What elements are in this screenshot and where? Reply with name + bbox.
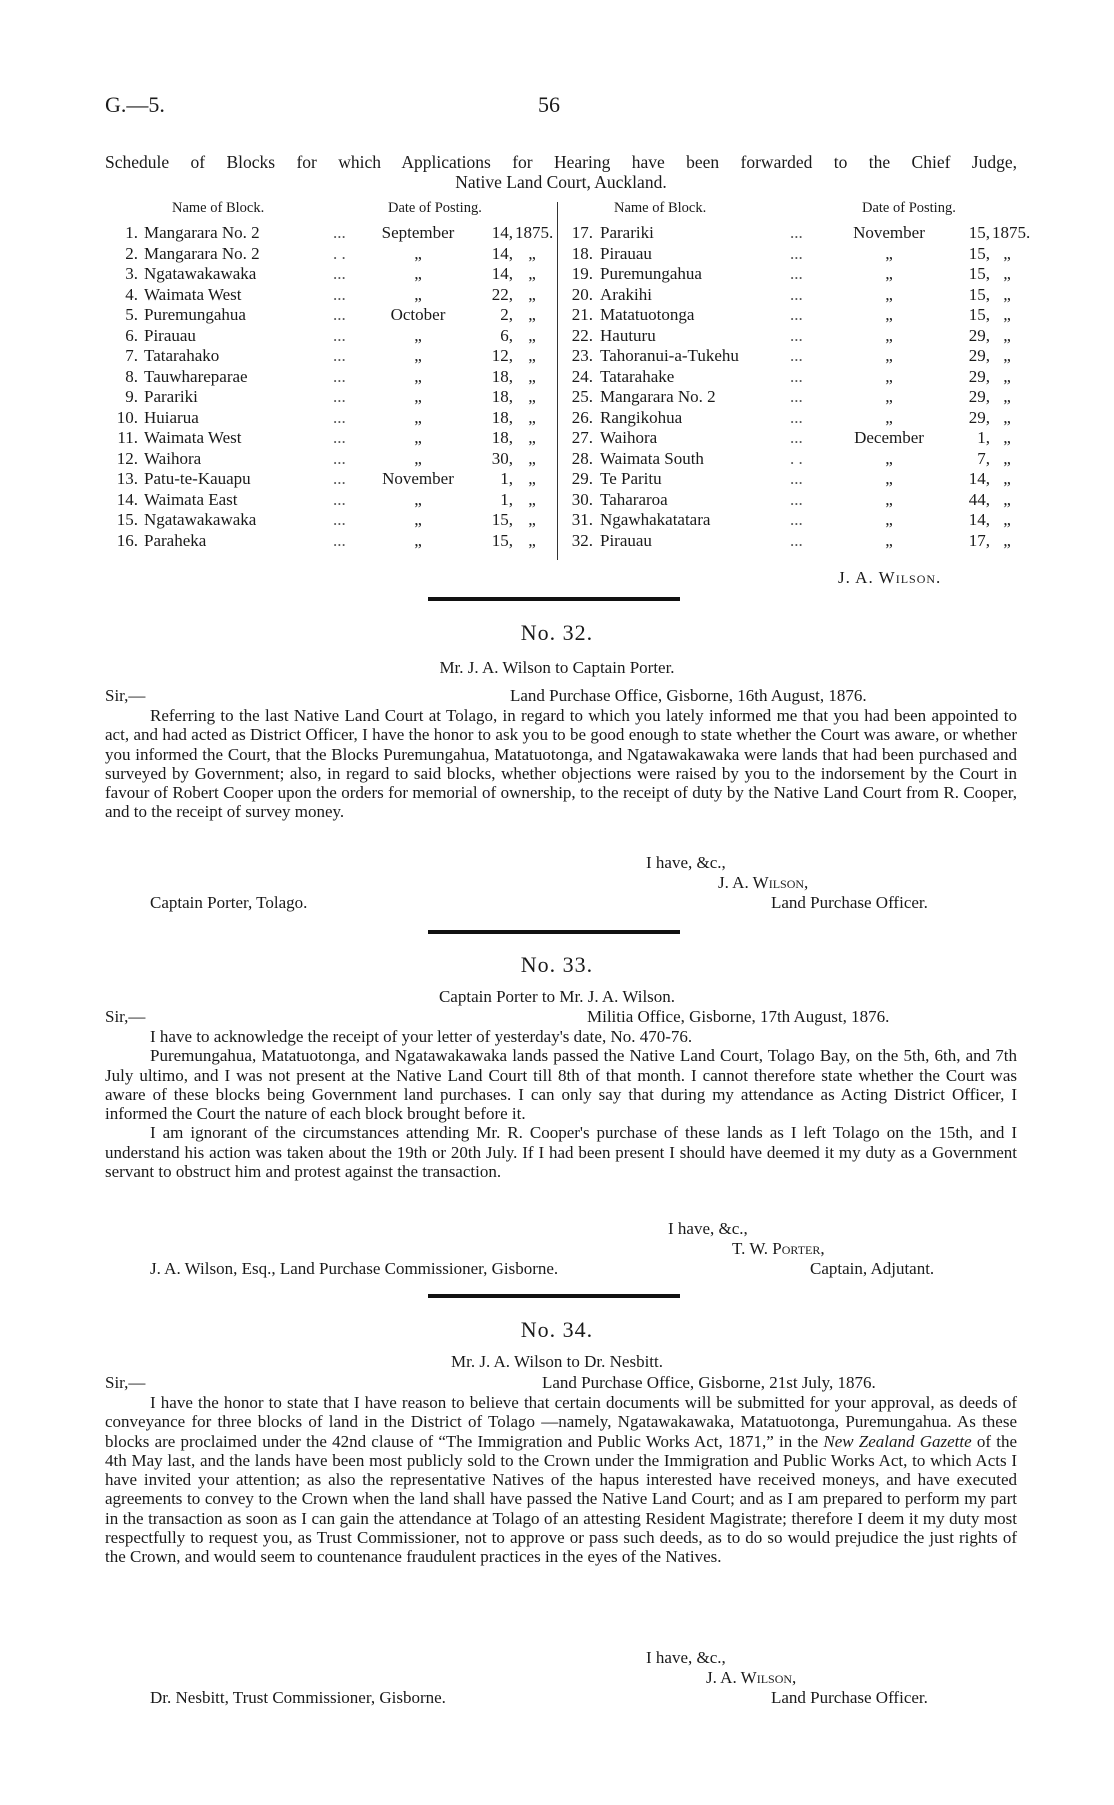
- posting-day: 18,: [491, 428, 513, 447]
- posting-day: 14,: [491, 223, 513, 242]
- leader-dots: ...: [333, 366, 346, 386]
- posting-year: „: [1003, 387, 1011, 406]
- block-number: 14.: [116, 489, 138, 509]
- posting-month: „: [414, 325, 422, 345]
- posting-day: 29,: [968, 407, 990, 427]
- block-number: 29.: [571, 469, 593, 488]
- letter34-paragraph: [105, 1393, 1017, 1567]
- block-number: 25.: [571, 387, 593, 406]
- leader-dots: ...: [790, 243, 803, 263]
- block-name: Pirauau: [144, 325, 196, 345]
- posting-month: „: [885, 407, 893, 427]
- leader-dots: ...: [333, 264, 346, 283]
- letter32-from-to: Mr. J. A. Wilson to Captain Porter.: [439, 658, 675, 677]
- block-number: 22.: [571, 325, 593, 345]
- posting-month: „: [414, 510, 422, 529]
- posting-day: 14,: [491, 264, 513, 283]
- posting-day: 6,: [500, 325, 513, 345]
- block-number: 31.: [571, 510, 593, 529]
- block-name: Waihora: [144, 448, 202, 468]
- block-name: Rangikohua: [600, 407, 683, 427]
- letter34-gazette-title: New Zealand Gazette: [823, 1431, 972, 1451]
- posting-day: 2,: [500, 305, 513, 324]
- letter32-body: [105, 706, 1017, 822]
- block-number: 8.: [125, 366, 138, 386]
- letter34-from-to: Mr. J. A. Wilson to Dr. Nesbitt.: [451, 1352, 663, 1371]
- leader-dots: ...: [333, 346, 346, 365]
- block-name: Waimata East: [144, 489, 238, 509]
- posting-year: „: [528, 264, 536, 283]
- block-number: 32.: [571, 530, 593, 550]
- block-name: Parariki: [144, 387, 198, 406]
- letter34-signer: J. A. Wilson,: [706, 1668, 797, 1687]
- posting-month: „: [414, 387, 422, 406]
- block-number: 30.: [571, 489, 593, 509]
- letter34-addressee: Dr. Nesbitt, Trust Commissioner, Gisborne.: [150, 1688, 446, 1707]
- posting-month: „: [414, 489, 422, 509]
- letter33-closing: I have, &c.,: [668, 1219, 748, 1238]
- block-name: Pirauau: [600, 530, 652, 550]
- leader-dots: ...: [790, 264, 803, 283]
- posting-day: 30,: [491, 448, 513, 468]
- block-name: Parariki: [600, 223, 654, 242]
- block-name: Ngatawakawaka: [144, 510, 257, 529]
- posting-month: December: [854, 428, 924, 447]
- block-number: 3.: [125, 264, 138, 283]
- letter33-salutation: Sir,—: [105, 1007, 146, 1026]
- posting-month: „: [414, 428, 422, 447]
- posting-year: „: [1003, 510, 1011, 529]
- block-number: 4.: [125, 284, 138, 304]
- block-number: 7.: [125, 346, 138, 365]
- schedule-divider: [557, 202, 558, 560]
- letter32-salutation: Sir,—: [105, 686, 146, 705]
- posting-month: „: [414, 264, 422, 283]
- posting-day: 1,: [500, 469, 513, 488]
- posting-month: „: [885, 305, 893, 324]
- posting-year: „: [1003, 325, 1011, 345]
- block-number: 18.: [571, 243, 593, 263]
- block-name: Te Paritu: [600, 469, 662, 488]
- leader-dots: ...: [333, 387, 346, 406]
- posting-year: „: [1003, 243, 1011, 263]
- posting-month: „: [885, 284, 893, 304]
- block-number: 9.: [125, 387, 138, 406]
- letter34-body: [105, 1393, 1017, 1567]
- posting-day: 15,: [491, 530, 513, 550]
- letter33-addressee: J. A. Wilson, Esq., Land Purchase Commissioner, Gisborne.: [150, 1259, 559, 1278]
- posting-day: 14,: [491, 243, 513, 263]
- page-number: 56: [538, 92, 560, 117]
- leader-dots: ...: [333, 305, 346, 324]
- letter34-signer-title: Land Purchase Officer.: [771, 1688, 928, 1707]
- posting-day: 1,: [500, 489, 513, 509]
- letter34-text-a: I have the honor to state that I have reason to believe that certain documents will be submitted for your approval, as deeds of conveyance for three blocks of land in the District of Tolago —namely, Ngatawakawaka, Matatuotonga, Puremungahua. As these blocks are proclaimed under the 42nd clause of “The Immigration and Public Works Act, 1871,” in the: [105, 1393, 1017, 1451]
- posting-year: „: [528, 469, 536, 488]
- posting-day: 18,: [491, 366, 513, 386]
- leader-dots: ...: [790, 284, 803, 304]
- posting-day: 14,: [968, 469, 990, 488]
- posting-month: „: [885, 325, 893, 345]
- posting-month: „: [885, 489, 893, 509]
- block-name: Waimata West: [144, 428, 242, 447]
- posting-month: „: [414, 448, 422, 468]
- leader-dots: ...: [333, 407, 346, 427]
- posting-year: „: [1003, 469, 1011, 488]
- letter32-number: No. 32.: [520, 620, 594, 645]
- col-name-right: Name of Block.: [614, 200, 707, 216]
- leader-dots: ...: [333, 223, 346, 242]
- leader-dots: ...: [790, 530, 803, 550]
- posting-month: „: [414, 407, 422, 427]
- posting-year: „: [1003, 264, 1011, 283]
- leader-dots: ...: [333, 510, 346, 529]
- block-name: Tauwhareparae: [144, 366, 248, 386]
- leader-dots: ...: [333, 530, 346, 550]
- posting-day: 14,: [968, 510, 990, 529]
- posting-day: 15,: [968, 305, 990, 324]
- posting-month: „: [885, 510, 893, 529]
- posting-day: 18,: [491, 407, 513, 427]
- posting-year: „: [528, 366, 536, 386]
- posting-day: 12,: [491, 346, 513, 365]
- block-number: 2.: [125, 243, 138, 263]
- leader-dots: ...: [790, 346, 803, 365]
- posting-month: „: [414, 284, 422, 304]
- posting-day: 18,: [491, 387, 513, 406]
- letter33-paragraph-2: Puremungahua, Matatuotonga, and Ngatawakawaka lands passed the Native Land Court, Tolago Bay, on the 5th, 6th, and 7th July ultimo, and I was not present at the Native Land Court till 8th of that month. I cannot therefore state whether the Court was aware of these blocks being Government land purchases. I can only say that during my attendance as Acting District Officer, I informed the Court the nature of each block brought before it.: [105, 1046, 1017, 1124]
- leader-dots: ...: [790, 407, 803, 427]
- block-number: 20.: [571, 284, 593, 304]
- posting-day: 15,: [968, 223, 990, 242]
- block-name: Waimata South: [600, 448, 704, 468]
- posting-month: November: [382, 469, 454, 488]
- separator-rule: [428, 1294, 680, 1298]
- block-name: Mangarara No. 2: [144, 223, 260, 242]
- block-number: 21.: [571, 305, 593, 324]
- posting-day: 15,: [968, 264, 990, 283]
- posting-day: 29,: [968, 346, 990, 365]
- posting-year: „: [1003, 305, 1011, 324]
- leader-dots: ...: [333, 469, 346, 488]
- posting-day: 15,: [491, 510, 513, 529]
- block-name: Matatuotonga: [600, 305, 695, 324]
- letter32-address: Land Purchase Office, Gisborne, 16th August, 1876.: [510, 686, 867, 705]
- block-name: Puremungahua: [600, 264, 702, 283]
- posting-month: „: [885, 243, 893, 263]
- posting-year: „: [1003, 428, 1011, 447]
- posting-year: „: [1003, 448, 1011, 468]
- posting-year: „: [528, 530, 536, 550]
- posting-month: „: [885, 469, 893, 488]
- block-name: Mangarara No. 2: [144, 243, 260, 263]
- posting-day: 15,: [968, 284, 990, 304]
- schedule-signature: J. A. Wilson.: [838, 568, 942, 587]
- posting-year: „: [528, 284, 536, 304]
- block-number: 12.: [116, 448, 138, 468]
- block-number: 17.: [571, 223, 593, 242]
- letter33-paragraph-3: I am ignorant of the circumstances attending Mr. R. Cooper's purchase of these lands as I left Tolago on the 15th, and I understand his action was taken about the 19th or 20th July. If I had been present I should have deemed it my duty as a Government servant to obstruct him and protest against the transaction.: [105, 1123, 1017, 1182]
- block-name: Huiarua: [144, 407, 199, 427]
- block-name: Patu-te-Kauapu: [144, 469, 251, 488]
- posting-month: „: [885, 448, 893, 468]
- posting-day: 15,: [968, 243, 990, 263]
- block-name: Ngatawakawaka: [144, 264, 257, 283]
- letter32-closing: I have, &c.,: [646, 853, 726, 872]
- posting-month: October: [390, 305, 446, 324]
- block-name: Ngawhakatatara: [600, 510, 711, 529]
- posting-year: „: [528, 489, 536, 509]
- posting-year: „: [1003, 530, 1011, 550]
- leader-dots: ...: [790, 387, 803, 406]
- block-name: Mangarara No. 2: [600, 387, 716, 406]
- posting-year: „: [528, 510, 536, 529]
- posting-day: 29,: [968, 325, 990, 345]
- letter32-addressee: Captain Porter, Tolago.: [150, 893, 308, 912]
- letter34-salutation: Sir,—: [105, 1373, 146, 1392]
- block-name: Tahararoa: [600, 489, 668, 509]
- leader-dots: ...: [790, 510, 803, 529]
- letter33-address: Militia Office, Gisborne, 17th August, 1876.: [587, 1007, 890, 1026]
- letter33-body: [105, 1027, 1017, 1181]
- leader-dots: ...: [790, 366, 803, 386]
- leader-dots: ...: [333, 448, 346, 468]
- posting-day: 22,: [491, 284, 513, 304]
- letter33-number: No. 33.: [520, 952, 594, 977]
- posting-year: „: [1003, 489, 1011, 509]
- block-name: Pirauau: [600, 243, 652, 263]
- letter33-signer-title: Captain, Adjutant.: [810, 1259, 935, 1278]
- block-number: 16.: [116, 530, 138, 550]
- leader-dots: . .: [333, 243, 346, 263]
- posting-day: 29,: [968, 366, 990, 386]
- posting-month: „: [885, 387, 893, 406]
- block-name: Arakihi: [600, 284, 652, 304]
- posting-year: „: [528, 387, 536, 406]
- block-name: Paraheka: [144, 530, 207, 550]
- leader-dots: ...: [790, 325, 803, 345]
- block-number: 6.: [125, 325, 138, 345]
- schedule-title-line2: Native Land Court, Auckland.: [455, 172, 667, 192]
- leader-dots: ...: [333, 284, 346, 304]
- posting-year: 1875.: [515, 223, 554, 242]
- block-number: 1.: [125, 223, 138, 242]
- col-date-left: Date of Posting.: [388, 200, 482, 216]
- posting-year: „: [528, 305, 536, 324]
- col-name-left: Name of Block.: [172, 200, 265, 216]
- block-name: Waihora: [600, 428, 658, 447]
- letter32-paragraph: Referring to the last Native Land Court at Tolago, in regard to which you lately informed me that you had been appointed to act, and had acted as District Officer, I have the honor to ask you to be good enough to state whether the Court was aware, or whether you informed the Court, that the Blocks Puremungahua, Matatuotonga, and Ngatawakawaka were lands that had been purchased and surveyed by Government; also, in regard to said blocks, whether objections were raised by you to the indorsement by the Court in favour of Robert Cooper upon the orders for memorial of ownership, to the receipt of duty by the Native Land Court from R. Cooper, and to the receipt of survey money.: [105, 706, 1017, 822]
- posting-year: 1875.: [992, 223, 1031, 242]
- block-name: Tatarahake: [600, 366, 675, 386]
- leader-dots: ...: [333, 325, 346, 345]
- block-number: 15.: [116, 510, 138, 529]
- posting-month: „: [885, 530, 893, 550]
- block-name: Waimata West: [144, 284, 242, 304]
- schedule-title-line1: Schedule of Blocks for which Applications for Hearing have been forwarded to the Chief Judge,: [105, 152, 1017, 172]
- posting-month: „: [885, 366, 893, 386]
- block-number: 23.: [571, 346, 593, 365]
- block-number: 28.: [571, 448, 593, 468]
- posting-month: „: [414, 530, 422, 550]
- block-number: 10.: [116, 407, 138, 427]
- block-name: Tatarahako: [144, 346, 220, 365]
- posting-month: „: [414, 346, 422, 365]
- leader-dots: ...: [790, 223, 803, 242]
- posting-month: „: [414, 243, 422, 263]
- letter32-signer-title: Land Purchase Officer.: [771, 893, 928, 912]
- leader-dots: ...: [790, 489, 803, 509]
- posting-year: „: [528, 325, 536, 345]
- posting-year: „: [1003, 366, 1011, 386]
- posting-month: „: [885, 346, 893, 365]
- posting-day: 17,: [968, 530, 990, 550]
- posting-year: „: [1003, 346, 1011, 365]
- separator-rule: [428, 597, 680, 601]
- block-number: 24.: [571, 366, 593, 386]
- leader-dots: ...: [333, 489, 346, 509]
- posting-year: „: [528, 448, 536, 468]
- posting-year: „: [528, 428, 536, 447]
- page-ref: G.—5.: [105, 92, 165, 117]
- schedule-title: [105, 152, 1017, 192]
- block-name: Hauturu: [600, 325, 656, 345]
- block-number: 19.: [571, 264, 593, 283]
- block-name: Puremungahua: [144, 305, 246, 324]
- block-number: 5.: [125, 305, 138, 324]
- leader-dots: . .: [790, 448, 803, 468]
- block-number: 27.: [571, 428, 593, 447]
- posting-day: 29,: [968, 387, 990, 406]
- letter33-signer: T. W. Porter,: [732, 1239, 825, 1258]
- posting-day: 1,: [977, 428, 990, 447]
- posting-month: „: [885, 264, 893, 283]
- leader-dots: ...: [790, 305, 803, 324]
- block-number: 11.: [117, 428, 138, 447]
- leader-dots: ...: [790, 469, 803, 488]
- posting-month: September: [381, 223, 455, 242]
- block-name: Tahoranui-a-Tukehu: [600, 346, 739, 365]
- letter32-signer: J. A. Wilson,: [718, 873, 809, 892]
- posting-year: „: [528, 407, 536, 427]
- posting-month: „: [414, 366, 422, 386]
- posting-month: November: [853, 223, 925, 242]
- leader-dots: ...: [333, 428, 346, 447]
- letter34-closing: I have, &c.,: [646, 1648, 726, 1667]
- posting-year: „: [528, 243, 536, 263]
- block-number: 13.: [116, 469, 138, 488]
- col-date-right: Date of Posting.: [862, 200, 956, 216]
- letter34-number: No. 34.: [520, 1317, 594, 1342]
- posting-year: „: [1003, 284, 1011, 304]
- letter34-address: Land Purchase Office, Gisborne, 21st July, 1876.: [542, 1373, 876, 1392]
- posting-year: „: [528, 346, 536, 365]
- separator-rule: [428, 930, 680, 934]
- leader-dots: ...: [790, 428, 803, 447]
- letter34-text-b: of the 4th May last, and the lands have been most publicly sold to the Crown under the Immigration and Public Works Act, to which Acts I have invited your attention; as also the representative Natives of the hapus interested have received moneys, and have executed agreements to convey to the Crown when the land shall have passed the Native Land Court; and as I am prepared to perform my part in the transaction as soon as I can gain the attendance at Tolago of an attesting Resident Magistrate; therefore I deem it my duty most respectfully to request you, as Trust Commissioner, not to approve or pass such deeds, as to do so would prejudice the just rights of the Crown, and would seem to countenance fraudulent practices in the eyes of the Natives.: [105, 1431, 1017, 1567]
- posting-day: 7,: [977, 448, 990, 468]
- posting-day: 44,: [968, 489, 990, 509]
- letter33-from-to: Captain Porter to Mr. J. A. Wilson.: [438, 987, 676, 1006]
- letter33-paragraph-1: I have to acknowledge the receipt of your letter of yesterday's date, No. 470-76.: [150, 1027, 693, 1046]
- posting-year: „: [1003, 407, 1011, 427]
- block-number: 26.: [571, 407, 593, 427]
